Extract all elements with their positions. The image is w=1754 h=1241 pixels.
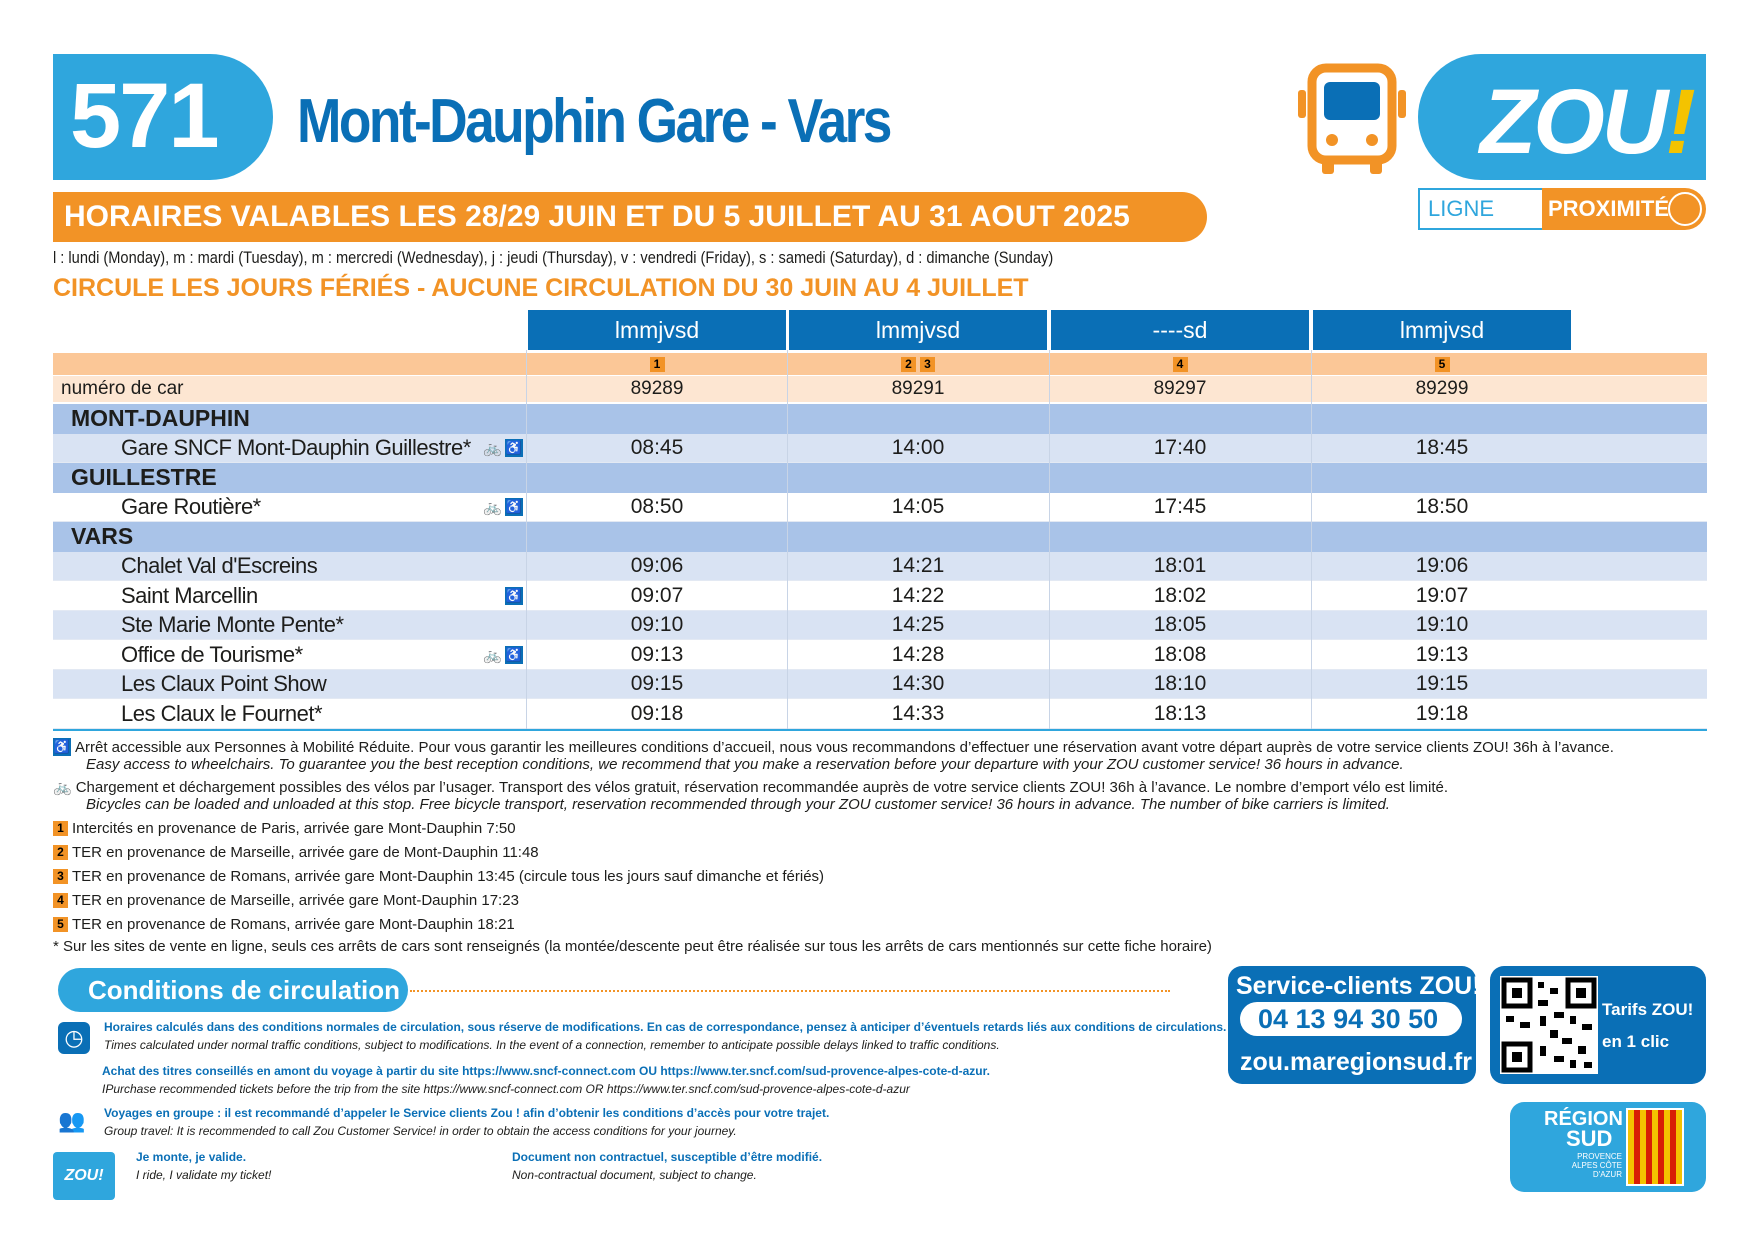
numbered-note	[53, 844, 539, 861]
note-number-badge: 1	[53, 821, 68, 836]
contract-note-en: Non-contractual document, subject to change.	[512, 1168, 757, 1182]
days-legend: l : lundi (Monday), m : mardi (Tuesday), m : mercredi (Wednesday), j : jeudi (Thursday), v : vendredi (Friday), s : samedi (Saturday), d : dimanche (Sunday)	[53, 248, 1054, 267]
departure-time: 09:13	[630, 642, 684, 666]
column-notes	[1051, 353, 1309, 375]
departure-time: 14:21	[891, 554, 945, 578]
validate-note: Je monte, je valide.	[136, 1150, 247, 1164]
departure-time: 18:05	[1153, 613, 1207, 637]
stop-name: Office de Tourisme*	[121, 641, 303, 667]
departure-time: 14:00	[891, 436, 945, 460]
stop-row	[53, 611, 1707, 641]
town-row	[53, 522, 1707, 552]
departure-time: 18:08	[1153, 642, 1207, 666]
bike-note-en: Bicycles can be loaded and unloaded at this stop. Free bicycle transport, reservation recommended through your ZOU customer service! 36 hours in advance. The number of bike carriers is limited.	[86, 796, 1390, 813]
bicycle-icon: 🚲	[53, 779, 72, 796]
wheelchair-note: ♿ Arrêt accessible aux Personnes à Mobilité Réduite. Pour vous garantir les meilleures conditions d’accueil, nous vous recommandons d’effectuer une réservation avant votre départ auprès de votre service clients ZOU! 36h à l’avance.	[53, 738, 1614, 756]
departure-time: 18:50	[1415, 495, 1469, 519]
car-number-row	[53, 376, 1707, 402]
departure-time: 17:40	[1153, 436, 1207, 460]
ligne-label: LIGNE	[1428, 196, 1495, 221]
calc-note-en: Times calculated under normal traffic conditions, subject to modifications. In the event of a connection, remember to anticipate possible delays linked to traffic conditions.	[104, 1038, 1000, 1052]
column-notes	[789, 353, 1047, 375]
asterisk-note: * Sur les sites de vente en ligne, seuls ces arrêts de cars sont renseignés (la montée/descente peut être réalisée sur tous les arrêts de cars mentionnés sur cette fiche horaire)	[53, 938, 1212, 955]
departure-time: 14:22	[891, 583, 945, 607]
stop-row	[53, 699, 1707, 729]
car-number: 89297	[1153, 378, 1207, 399]
departure-time: 14:30	[891, 672, 945, 696]
departure-time: 18:01	[1153, 554, 1207, 578]
numbered-note	[53, 916, 515, 933]
tarifs-label: Tarifs ZOU!	[1602, 1000, 1694, 1019]
stop-icons	[443, 640, 523, 670]
stop-name: Gare Routière*	[121, 494, 261, 520]
stop-row	[53, 434, 1707, 464]
stop-icons	[443, 581, 523, 611]
column-days-header: lmmjvsd	[789, 310, 1047, 350]
note-number-badge: 2	[53, 845, 68, 860]
departure-time: 09:18	[630, 701, 684, 725]
contract-note: Document non contractuel, susceptible d’être modifié.	[512, 1150, 823, 1164]
stop-name: Gare SNCF Mont-Dauphin Guillestre*	[121, 435, 471, 461]
tarifs-sub: en 1 clic	[1602, 1032, 1670, 1051]
bicycle-icon: 🚲	[483, 646, 502, 664]
column-divider	[526, 350, 527, 729]
region-line2: SUD	[1566, 1126, 1613, 1151]
conditions-title: Conditions de circulation	[88, 975, 401, 1005]
stop-icons	[443, 611, 523, 641]
column-days-header: lmmjvsd	[528, 310, 786, 350]
bicycle-icon: 🚲	[483, 440, 502, 458]
wheelchair-icon: ♿	[505, 499, 523, 515]
note-number-badge: 1	[650, 357, 665, 372]
stop-row	[53, 640, 1707, 670]
stop-icons	[443, 552, 523, 582]
departure-time: 19:06	[1415, 554, 1469, 578]
group-note: Voyages en groupe : il est recommandé d’appeler le Service clients Zou ! afin d’obtenir les conditions d’accès pour votre trajet.	[104, 1106, 830, 1120]
holidays-notice: CIRCULE LES JOURS FÉRIÉS - AUCUNE CIRCULATION DU 30 JUIN AU 4 JUILLET	[53, 274, 1029, 302]
note-number-badge: 5	[1435, 357, 1450, 372]
column-notes	[528, 353, 786, 375]
group-note-en: Group travel: It is recommended to call Zou Customer Service! in order to obtain the access conditions for your journey.	[104, 1124, 737, 1138]
note-number-badge: 4	[1173, 357, 1188, 372]
stop-name: Ste Marie Monte Pente*	[121, 612, 344, 638]
bicycle-icon: 🚲	[483, 499, 502, 517]
validity-text: HORAIRES VALABLES LES 28/29 JUIN ET DU 5 JUILLET AU 31 AOUT 2025	[64, 200, 1130, 233]
region-subtitle: PROVENCE ALPES CÔTE D'AZUR	[1571, 1152, 1622, 1179]
town-row	[53, 404, 1707, 434]
wheelchair-icon: ♿	[505, 646, 523, 662]
stop-icons	[443, 434, 523, 464]
region-line1: RÉGION	[1544, 1108, 1623, 1130]
car-number-label: numéro de car	[61, 378, 184, 399]
column-days-header: lmmjvsd	[1313, 310, 1571, 350]
validate-note-en: I ride, I validate my ticket!	[136, 1168, 272, 1182]
departure-time: 08:50	[630, 495, 684, 519]
column-divider	[1049, 350, 1050, 729]
departure-time: 18:45	[1415, 436, 1469, 460]
table-bottom-rule	[53, 729, 1707, 731]
service-website[interactable]: zou.maregionsud.fr	[1240, 1048, 1472, 1076]
car-number: 89289	[630, 378, 684, 399]
note-text: TER en provenance de Romans, arrivée gare Mont-Dauphin 13:45 (circule tous les jours sauf dimanche et fériés)	[72, 868, 825, 885]
buy-note: Achat des titres conseillés en amont du voyage à partir du site https://www.sncf-connect.com OU https://www.ter.sncf.com/sud-provence-alpes-cote-d-azur.	[102, 1064, 990, 1078]
note-number-badge: 2	[901, 357, 916, 372]
buy-note-en: IPurchase recommended tickets before the trip from the site https://www.sncf-connect.com OR https://www.ter.sncf.com/sud-provence-alpes-cote-d-azur	[102, 1082, 910, 1096]
town-name: GUILLESTRE	[71, 464, 217, 491]
car-number: 89291	[891, 378, 945, 399]
clock-icon: ◷	[58, 1022, 90, 1054]
stop-name: Saint Marcellin	[121, 582, 258, 608]
car-number: 89299	[1415, 378, 1469, 399]
service-phone[interactable]: 04 13 94 30 50	[1258, 1004, 1439, 1034]
column-divider	[787, 350, 788, 729]
conditions-divider	[410, 990, 1170, 992]
note-text: Intercités en provenance de Paris, arrivée gare Mont-Dauphin 7:50	[72, 820, 516, 837]
bike-note: 🚲 Chargement et déchargement possibles des vélos par l’usager. Transport des vélos gratuit, réservation recommandée auprès de votre service clients ZOU! 36h à l’avance. Le nombre d’emport vélo est limité.	[53, 778, 1449, 796]
town-name: MONT-DAUPHIN	[71, 405, 250, 432]
departure-time: 19:15	[1415, 672, 1469, 696]
stop-row	[53, 493, 1707, 523]
numbered-note	[53, 868, 824, 885]
wheelchair-icon: ♿	[505, 587, 523, 603]
group-icon: 👥	[58, 1108, 86, 1133]
departure-time: 14:28	[891, 642, 945, 666]
departure-time: 08:45	[630, 436, 684, 460]
note-number-badge: 3	[53, 869, 68, 884]
departure-time: 17:45	[1153, 495, 1207, 519]
note-number-badge: 3	[920, 357, 935, 372]
departure-time: 19:18	[1415, 701, 1469, 725]
stop-row	[53, 552, 1707, 582]
note-number-badge: 4	[53, 893, 68, 908]
departure-time: 14:25	[891, 613, 945, 637]
departure-time: 09:07	[630, 583, 684, 607]
stop-name: Chalet Val d'Escreins	[121, 553, 318, 579]
location-pin-icon	[1668, 192, 1702, 226]
departure-time: 14:05	[891, 495, 945, 519]
stop-row	[53, 670, 1707, 700]
line-title: Mont-Dauphin Gare - Vars	[297, 87, 890, 156]
numbered-note	[53, 892, 519, 909]
line-number: 571	[70, 65, 218, 167]
note-text: TER en provenance de Marseille, arrivée gare de Mont-Dauphin 11:48	[72, 844, 539, 861]
wheelchair-icon: ♿	[505, 440, 523, 456]
departure-time: 19:07	[1415, 583, 1469, 607]
service-clients-title: Service-clients ZOU!	[1236, 972, 1481, 1000]
stop-icons	[443, 493, 523, 523]
qr-code-icon[interactable]	[1500, 976, 1598, 1074]
departure-time: 14:33	[891, 701, 945, 725]
column-notes	[1313, 353, 1571, 375]
bus-icon	[1298, 60, 1406, 178]
column-days-header: ----sd	[1051, 310, 1309, 350]
region-flag-icon	[1626, 1108, 1684, 1186]
departure-time: 09:15	[630, 672, 684, 696]
stop-name: Les Claux le Fournet*	[121, 700, 323, 726]
departure-time: 19:13	[1415, 642, 1469, 666]
note-text: TER en provenance de Marseille, arrivée gare Mont-Dauphin 17:23	[72, 892, 519, 909]
departure-time: 18:10	[1153, 672, 1207, 696]
departure-time: 09:10	[630, 613, 684, 637]
numbered-note	[53, 820, 516, 837]
departure-time: 18:02	[1153, 583, 1207, 607]
town-name: VARS	[71, 523, 134, 550]
note-number-badge: 5	[53, 917, 68, 932]
zou-ticket-card: ZOU!	[53, 1152, 115, 1200]
departure-time: 09:06	[630, 554, 684, 578]
column-divider	[1311, 350, 1312, 729]
wheelchair-note-en: Easy access to wheelchairs. To guarantee you the best reception conditions, we recommend that you make a reservation before your departure with your ZOU customer service! 36 hours in advance.	[86, 756, 1404, 773]
zou-logo: ZOU!	[1480, 71, 1693, 173]
stop-icons	[443, 670, 523, 700]
town-row	[53, 463, 1707, 493]
proximite-label: PROXIMITÉ	[1548, 196, 1670, 221]
wheelchair-icon: ♿	[53, 739, 71, 754]
departure-time: 19:10	[1415, 613, 1469, 637]
stop-icons	[443, 699, 523, 729]
stop-name: Les Claux Point Show	[121, 671, 327, 697]
note-text: TER en provenance de Romans, arrivée gare Mont-Dauphin 18:21	[72, 916, 515, 933]
stop-row	[53, 581, 1707, 611]
calc-note: Horaires calculés dans des conditions normales de circulation, sous réserve de modifications. En cas de correspondance, pensez à anticiper d’éventuels retards liés aux conditions de circulations.	[104, 1020, 1227, 1034]
departure-time: 18:13	[1153, 701, 1207, 725]
